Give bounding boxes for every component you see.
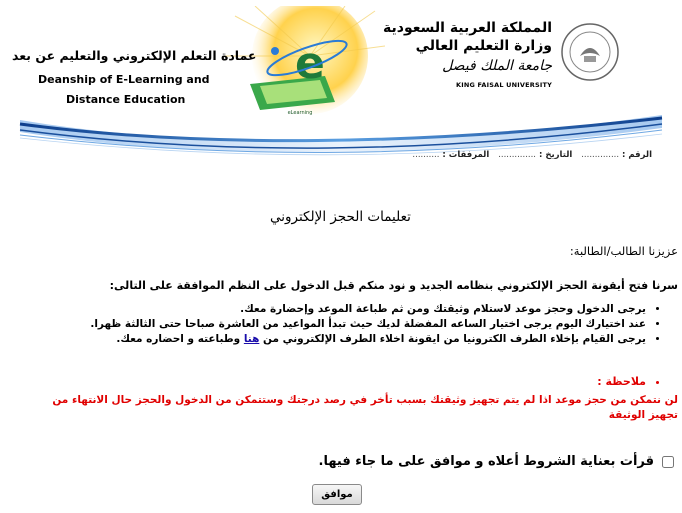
- note-section: [102, 374, 662, 390]
- clearance-link[interactable]: هنا: [243, 333, 260, 345]
- svg-text:eLearning: eLearning: [287, 110, 313, 116]
- deanship-name-arabic: عمادة التعلم الإلكتروني والتعليم عن بعد: [12, 48, 257, 63]
- rules-list: [86, 302, 662, 347]
- university-name-arabic: جامعة الملك فيصل: [442, 58, 552, 74]
- rule-text-after: وطباعته و احضاره معك.: [116, 333, 244, 345]
- ministry-title: وزارة التعليم العالي: [415, 38, 552, 54]
- date-dots: ..............: [498, 150, 537, 160]
- attachments-dots: ..........: [412, 150, 440, 160]
- elearning-logo-icon: [215, 6, 385, 124]
- reference-line: [390, 150, 652, 160]
- note-list: [102, 374, 662, 390]
- rule-item: • عند اختيارك اليوم يرجى اختيار الساعه المفضلة لديك حيث تبدأ المواعيد من العاشرة صباحا حتى الثالثة ظهرا.: [86, 317, 646, 332]
- university-seal-icon: [560, 22, 620, 82]
- intro-text: سرنا فتح أيقونة الحجز الإلكتروني بنظامه الجديد و نود منكم قبل الدخول على النظم الموافقة على التالى:: [109, 279, 678, 292]
- deanship-name-english-line1: Deanship of E-Learning and: [38, 73, 210, 86]
- kingdom-title: المملكة العربية السعودية: [383, 20, 552, 36]
- agree-row: [319, 454, 675, 469]
- attachments-label: المرفقات :: [442, 150, 490, 160]
- date-label: التاريخ :: [538, 150, 573, 160]
- ref-label: الرقم :: [622, 150, 652, 160]
- rule-text-before: يرجى القيام بإخلاء الطرف الكترونيا من ايقونة اخلاء الطرف الإلكتروني من: [259, 333, 646, 345]
- rule-item: • يرجى الدخول وحجز موعد لاستلام وثيقتك ومن ثم طباعة الموعد وإحضارة معك.: [86, 302, 646, 317]
- svg-text:e: e: [295, 38, 325, 89]
- note-text: لن نتمكن من حجز موعد اذا لم يتم تجهيز وثيقتك بسبب تأخر في رصد درجتك وستتمكن من الدخول والحجز حال الانتهاء من تجهيز الوثيقة: [52, 394, 678, 421]
- deanship-name-english-line2: Distance Education: [66, 93, 186, 106]
- greeting: عزيزنا الطالب/الطالبة:: [569, 244, 678, 258]
- agree-label[interactable]: قرأت بعناية الشروط أعلاه و موافق على ما جاء فيها.: [318, 454, 654, 469]
- page-title: تعليمات الحجز الإلكتروني: [270, 209, 411, 225]
- ref-dots: ..............: [581, 150, 620, 160]
- agree-checkbox[interactable]: [662, 456, 674, 468]
- letterhead: [0, 0, 682, 175]
- university-name-english: KING FAISAL UNIVERSITY: [455, 81, 552, 89]
- note-label: • ملاحظة :: [102, 374, 646, 390]
- agree-button[interactable]: موافق: [312, 484, 362, 505]
- rule-item: [86, 332, 646, 347]
